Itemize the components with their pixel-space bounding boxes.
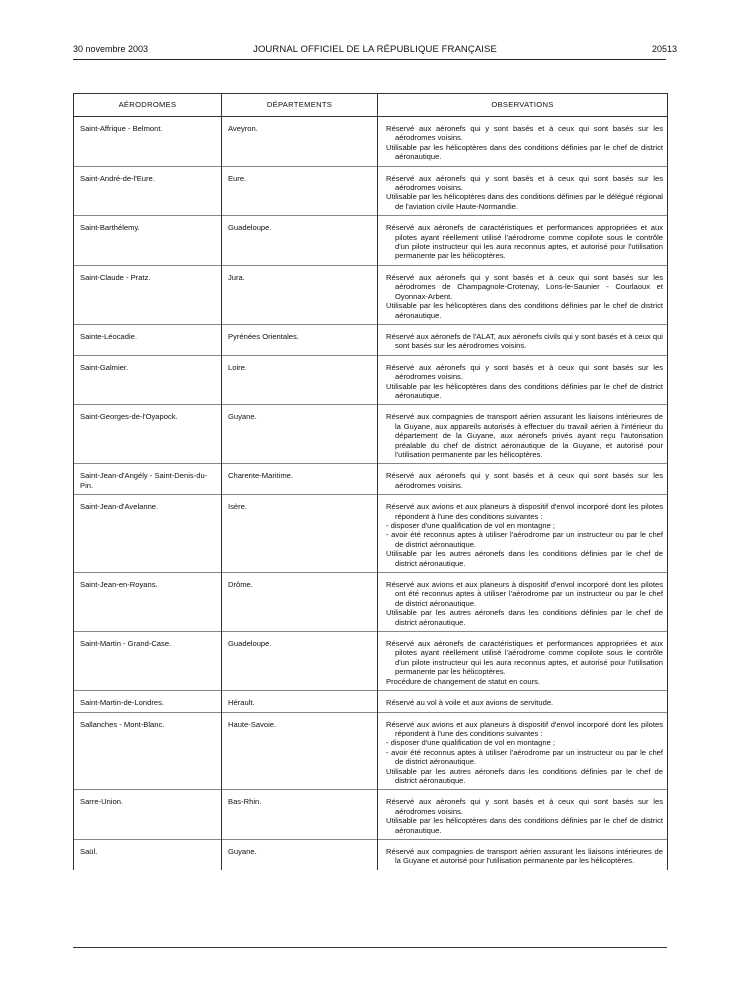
departement-cell: Loire. bbox=[222, 355, 378, 405]
aerodrome-cell: Saül. bbox=[74, 839, 222, 869]
observations-cell bbox=[378, 790, 668, 840]
observation-line: Réservé aux aéronefs de caractéristiques et performances appropriées et aux pilotes ayant réellement utilisé l'aérodrome comme copilote sous le contrôle d'un pilote instructeur qui les aura reconnus aptes, et autorisé pour l'utilisation permanente par les hélicoptères. bbox=[386, 223, 663, 261]
observations-cell bbox=[378, 691, 668, 712]
table-row bbox=[74, 790, 668, 840]
aerodrome-cell: Saint-Claude - Pratz. bbox=[74, 265, 222, 324]
journal-title: JOURNAL OFFICIEL DE LA RÉPUBLIQUE FRANÇAISE bbox=[253, 44, 497, 55]
aerodrome-cell: Saint-Galmier. bbox=[74, 355, 222, 405]
running-head bbox=[73, 40, 677, 58]
page-number: 20513 bbox=[651, 44, 677, 54]
column-header-observations: OBSERVATIONS bbox=[378, 94, 668, 117]
aerodrome-cell: Saint-Barthélemy. bbox=[74, 216, 222, 266]
aerodrome-cell: Saint-Affrique - Belmont. bbox=[74, 117, 222, 167]
departement-cell: Guadeloupe. bbox=[222, 632, 378, 691]
table-header-row bbox=[74, 94, 668, 117]
observation-line: Utilisable par les hélicoptères dans des conditions définies par le chef de district aéronautique. bbox=[386, 381, 663, 400]
aerodrome-cell: Saint-Jean-en-Royans. bbox=[74, 573, 222, 632]
table-row bbox=[74, 495, 668, 573]
observations-cell bbox=[378, 324, 668, 355]
observation-line: Utilisable par les autres aéronefs dans les conditions définies par le chef de district aéronautique. bbox=[386, 549, 663, 568]
aerodrome-cell: Saint-André-de-l'Eure. bbox=[74, 166, 222, 216]
observation-line: Réservé aux aéronefs de caractéristiques et performances appropriées et aux pilotes ayant réellement utilisé l'aérodrome comme copilote sous le contrôle d'un pilote instructeur qui les aura reconnus aptes, et autorisé pour l'utilisation permanente par les hélicoptères. bbox=[386, 639, 663, 677]
observations-cell bbox=[378, 573, 668, 632]
departement-cell: Isère. bbox=[222, 495, 378, 573]
departement-cell: Charente-Maritime. bbox=[222, 464, 378, 495]
table-body bbox=[74, 117, 668, 870]
observation-line: Utilisable par les hélicoptères dans des conditions définies par le chef de district aéronautique. bbox=[386, 142, 663, 162]
observation-line: Réservé aux aéronefs qui y sont basés et à ceux qui sont basés sur les aérodromes voisins. bbox=[386, 471, 663, 490]
observations-cell bbox=[378, 495, 668, 573]
observation-line: Réservé aux aéronefs qui y sont basés et à ceux qui sont basés sur les aérodromes voisins. bbox=[386, 173, 663, 193]
observation-line: - disposer d'une qualification de vol en montagne ; bbox=[386, 521, 556, 530]
table-row bbox=[74, 405, 668, 464]
observations-cell bbox=[378, 216, 668, 266]
table-row bbox=[74, 355, 668, 405]
aerodrome-cell: Sarre-Union. bbox=[74, 790, 222, 840]
aerodrome-cell: Saint-Jean-d'Angély - Saint-Denis-du-Pin. bbox=[74, 464, 222, 495]
observation-line: Réservé aux aéronefs qui y sont basés et à ceux qui sont basés sur les aérodromes de Champagnole-Crotenay, Lons-le-Saunier - Courlaoux et Oyonnax-Arbent. bbox=[386, 272, 663, 301]
observations-cell bbox=[378, 712, 668, 790]
observation-line: Utilisable par les autres aéronefs dans les conditions définies par le chef de district aéronautique. bbox=[386, 608, 663, 627]
departement-cell: Hérault. bbox=[222, 691, 378, 712]
issue-date: 30 novembre 2003 bbox=[73, 44, 149, 54]
departement-cell: Drôme. bbox=[222, 573, 378, 632]
aerodrome-cell: Saint-Martin-de-Londres. bbox=[74, 691, 222, 712]
observation-line: - avoir été reconnus aptes à utiliser l'aérodrome par un instructeur ou par le chef de district aéronautique. bbox=[386, 530, 663, 549]
observation-line: Utilisable par les hélicoptères dans des conditions définies par le chef de district aéronautique. bbox=[386, 301, 663, 320]
aerodrome-cell: Saint-Jean-d'Avelanne. bbox=[74, 495, 222, 573]
table-row bbox=[74, 166, 668, 216]
observation-line: Utilisable par les autres aéronefs dans les conditions définies par le chef de district aéronautique. bbox=[386, 766, 663, 785]
observation-line: Réservé aux avions et aux planeurs à dispositif d'envol incorporé dont les pilotes ont été reconnus aptes à utiliser l'aérodrome par un instructeur ou par le chef de district aéronautique. bbox=[386, 580, 663, 608]
table-row bbox=[74, 265, 668, 324]
aerodrome-cell: Saint-Martin - Grand-Case. bbox=[74, 632, 222, 691]
table-row bbox=[74, 632, 668, 691]
observation-line: Réservé aux aéronefs qui y sont basés et à ceux qui sont basés sur les aérodromes voisins. bbox=[386, 362, 663, 382]
aerodromes-table bbox=[73, 93, 668, 870]
observation-line: Réservé aux aéronefs qui y sont basés et à ceux qui sont basés sur les aérodromes voisins. bbox=[386, 797, 663, 816]
departement-cell: Bas-Rhin. bbox=[222, 790, 378, 840]
table-row bbox=[74, 712, 668, 790]
table-row bbox=[74, 839, 668, 869]
departement-cell: Guyane. bbox=[222, 839, 378, 869]
observations-cell bbox=[378, 265, 668, 324]
departement-cell: Guadeloupe. bbox=[222, 216, 378, 266]
aerodrome-cell: Sallanches - Mont-Blanc. bbox=[74, 712, 222, 790]
observation-line: Réservé au vol à voile et aux avions de servitude. bbox=[386, 698, 554, 708]
column-header-departements: DÉPARTEMENTS bbox=[222, 94, 378, 117]
observations-cell bbox=[378, 464, 668, 495]
departement-cell: Eure. bbox=[222, 166, 378, 216]
observation-line: Réservé aux compagnies de transport aérien assurant les liaisons intérieures de la Guyane et autorisé pour l'utilisation permanente par les hélicoptères. bbox=[386, 846, 663, 866]
observations-cell bbox=[378, 632, 668, 691]
table-row bbox=[74, 324, 668, 355]
observation-line: Réservé aux avions et aux planeurs à dispositif d'envol incorporé dont les pilotes répondent à l'une des conditions suivantes : bbox=[386, 719, 663, 738]
departement-cell: Guyane. bbox=[222, 405, 378, 464]
departement-cell: Pyrénées Orientales. bbox=[222, 324, 378, 355]
header-rule bbox=[73, 59, 666, 60]
aerodrome-cell: Saint-Georges-de-l'Oyapock. bbox=[74, 405, 222, 464]
table-row bbox=[74, 117, 668, 167]
observation-line: Utilisable par les hélicoptères dans des conditions définies par le délégué régional de l'aviation civile Haute-Normandie. bbox=[386, 192, 663, 211]
observation-line: Réservé aux compagnies de transport aérien assurant les liaisons intérieures de la Guyane, aux appareils autorisés à effectuer du travail aérien à l'intérieur du département de la Guyane, aux aéronefs privés ayant reçu l'autorisation préalable du chef de district aéronautique de la Guyane, et autorisé pour l'utilisation permanente par les hélicoptères. bbox=[386, 412, 663, 459]
table-row bbox=[74, 464, 668, 495]
observation-line: Réservé aux aéronefs de l'ALAT, aux aéronefs civils qui y sont basés et à ceux qui sont basés sur les aérodromes voisins. bbox=[386, 331, 663, 351]
aerodrome-cell: Sainte-Léocadie. bbox=[74, 324, 222, 355]
table-row bbox=[74, 216, 668, 266]
observations-cell bbox=[378, 839, 668, 869]
departement-cell: Aveyron. bbox=[222, 117, 378, 167]
observations-cell bbox=[378, 166, 668, 216]
table-row bbox=[74, 691, 668, 712]
observation-line: Utilisable par les hélicoptères dans des conditions définies par le chef de district aéronautique. bbox=[386, 816, 663, 835]
observation-line: - disposer d'une qualification de vol en montagne ; bbox=[386, 738, 556, 748]
observation-line: - avoir été reconnus aptes à utiliser l'aérodrome par un instructeur ou par le chef de district aéronautique. bbox=[386, 747, 663, 767]
departement-cell: Haute-Savoie. bbox=[222, 712, 378, 790]
table-row bbox=[74, 573, 668, 632]
observation-line: Réservé aux aéronefs qui y sont basés et à ceux qui sont basés sur les aérodromes voisins. bbox=[386, 124, 663, 143]
observation-line: Réservé aux avions et aux planeurs à dispositif d'envol incorporé dont les pilotes répondent à l'une des conditions suivantes : bbox=[386, 502, 663, 521]
departement-cell: Jura. bbox=[222, 265, 378, 324]
observations-cell bbox=[378, 117, 668, 167]
column-header-aerodromes: AÉRODROMES bbox=[74, 94, 222, 117]
observations-cell bbox=[378, 405, 668, 464]
observations-cell bbox=[378, 355, 668, 405]
table-bottom-rule bbox=[73, 947, 667, 948]
observation-line: Procédure de changement de statut en cours. bbox=[386, 676, 541, 686]
